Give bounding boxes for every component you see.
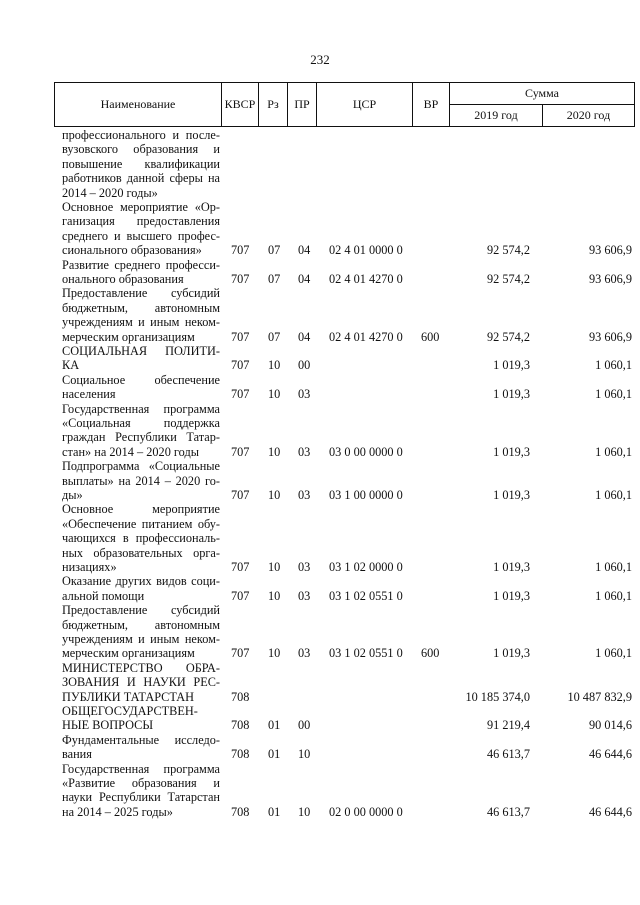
row-name-line: низациях» <box>62 559 117 574</box>
row-name-line: бюджетным, автономным <box>62 300 220 315</box>
row-name-line: КА <box>62 358 80 373</box>
cell-pr: 10 <box>298 804 311 819</box>
cell-rz: 01 <box>268 804 281 819</box>
cell-rz: 07 <box>268 329 281 344</box>
cell-kvsr: 707 <box>231 588 250 603</box>
cell-sum-2019: 10 185 374,0 <box>465 689 530 704</box>
row-name-line: вузовского образования и <box>62 142 220 157</box>
cell-pr: 03 <box>298 588 311 603</box>
cell-rz: 07 <box>268 243 281 258</box>
cell-sum-2020: 1 060,1 <box>595 646 632 661</box>
cell-sum-2019: 1 019,3 <box>493 358 530 373</box>
row-name <box>62 704 220 733</box>
cell-pr: 04 <box>298 329 311 344</box>
row-name-line: Подпрограмма «Социальные <box>62 459 220 474</box>
cell-sum-2020: 1 060,1 <box>595 560 632 574</box>
cell-pr: 03 <box>298 387 311 402</box>
cell-csr: 03 1 02 0551 0 <box>329 646 403 661</box>
cell-sum-2020: 1 060,1 <box>595 488 632 502</box>
header-pr: ПР <box>287 82 317 127</box>
row-name-line: Государственная программа <box>62 401 220 416</box>
cell-vr: 600 <box>421 646 440 661</box>
cell-sum-2019: 1 019,3 <box>493 560 530 574</box>
cell-rz: 10 <box>268 387 281 402</box>
cell-pr: 03 <box>298 444 311 459</box>
row-name-line: ганизация предоставления <box>62 214 220 229</box>
cell-sum-2020: 93 606,9 <box>588 329 632 344</box>
cell-kvsr: 707 <box>231 387 250 402</box>
cell-csr: 02 0 00 0000 0 <box>329 804 403 819</box>
row-name-line: МИНИСТЕРСТВО ОБРА- <box>62 660 220 675</box>
row-name-line: ПУБЛИКИ ТАТАРСТАН <box>62 689 195 704</box>
row-name <box>62 402 220 460</box>
cell-rz: 07 <box>268 272 281 286</box>
row-name-line: ных образовательных орга- <box>62 545 220 560</box>
cell-kvsr: 708 <box>231 747 250 762</box>
row-name-line: Основное мероприятие <box>62 502 220 517</box>
cell-csr: 02 4 01 4270 0 <box>329 329 403 344</box>
row-name <box>62 661 220 704</box>
header-sum: Сумма <box>449 82 635 105</box>
cell-vr: 600 <box>421 329 440 344</box>
row-name-line: Предоставление субсидий <box>62 603 220 618</box>
row-name-line: вания <box>62 747 92 762</box>
cell-kvsr: 707 <box>231 329 250 344</box>
cell-kvsr: 707 <box>231 560 250 574</box>
cell-sum-2019: 91 219,4 <box>486 718 530 733</box>
cell-pr: 00 <box>298 358 311 373</box>
cell-pr: 03 <box>298 646 311 661</box>
cell-kvsr: 708 <box>231 718 250 733</box>
row-name-line: Оказание других видов соци- <box>62 574 220 589</box>
cell-sum-2020: 1 060,1 <box>595 358 632 373</box>
cell-sum-2020: 93 606,9 <box>588 272 632 286</box>
header-rz: Рз <box>258 82 288 127</box>
cell-csr: 03 0 00 0000 0 <box>329 444 403 459</box>
cell-csr: 03 1 00 0000 0 <box>329 488 403 502</box>
cell-sum-2019: 1 019,3 <box>493 646 530 661</box>
cell-rz: 10 <box>268 488 281 502</box>
cell-rz: 10 <box>268 358 281 373</box>
row-name-line: граждан Республики Татар- <box>62 430 220 445</box>
cell-kvsr: 707 <box>231 646 250 661</box>
cell-sum-2020: 1 060,1 <box>595 444 632 459</box>
row-name <box>62 128 220 200</box>
cell-sum-2019: 1 019,3 <box>493 488 530 502</box>
row-name-line: бюджетным, автономным <box>62 617 220 632</box>
cell-sum-2020: 10 487 832,9 <box>567 689 632 704</box>
header-2020: 2020 год <box>542 104 635 127</box>
cell-sum-2019: 46 613,7 <box>486 804 530 819</box>
row-name-line: онального образования <box>62 271 184 286</box>
row-name-line: СОЦИАЛЬНАЯ ПОЛИТИ- <box>62 344 220 358</box>
row-name-line: работников данной сферы на <box>62 171 220 186</box>
row-name-line: мерческим организациям <box>62 646 195 661</box>
row-name-line: повышение квалификации <box>62 156 220 171</box>
page-number: 232 <box>310 52 330 67</box>
header-2019: 2019 год <box>449 104 543 127</box>
cell-kvsr: 707 <box>231 243 250 258</box>
cell-kvsr: 708 <box>231 689 250 704</box>
cell-kvsr: 707 <box>231 444 250 459</box>
row-name-line: на 2014 – 2025 годы» <box>62 804 173 819</box>
cell-sum-2019: 1 019,3 <box>493 387 530 402</box>
cell-kvsr: 707 <box>231 358 250 373</box>
row-name <box>62 200 220 258</box>
row-name-line: ОБЩЕГОСУДАРСТВЕН- <box>62 704 198 718</box>
cell-sum-2019: 46 613,7 <box>486 747 530 762</box>
row-name <box>62 603 220 661</box>
cell-sum-2019: 92 574,2 <box>486 272 530 286</box>
row-name <box>62 574 220 603</box>
cell-pr: 03 <box>298 488 311 502</box>
row-name-line: ЗОВАНИЯ И НАУКИ РЕС- <box>62 675 220 690</box>
header-kvsr: КВСР <box>221 82 259 127</box>
row-name-line: чающихся в профессиональ- <box>62 531 220 546</box>
row-name <box>62 459 220 502</box>
row-name <box>62 762 220 820</box>
row-name-line: «Обеспечение питанием обу- <box>62 516 220 531</box>
cell-sum-2020: 1 060,1 <box>595 387 632 402</box>
row-name-line: сионального образования» <box>62 243 202 258</box>
cell-csr: 02 4 01 0000 0 <box>329 243 403 258</box>
cell-rz: 01 <box>268 747 281 762</box>
row-name-line: учреждениям и иным неком- <box>62 315 220 330</box>
row-name-line: ды» <box>62 487 83 502</box>
cell-sum-2020: 1 060,1 <box>595 588 632 603</box>
row-name-line: стан» на 2014 – 2020 годы <box>62 444 199 459</box>
cell-sum-2020: 90 014,6 <box>588 718 632 733</box>
cell-rz: 10 <box>268 646 281 661</box>
cell-sum-2019: 1 019,3 <box>493 444 530 459</box>
row-name-line: «Социальная поддержка <box>62 415 220 430</box>
cell-pr: 04 <box>298 243 311 258</box>
row-name-line: Основное мероприятие «Ор- <box>62 200 220 214</box>
header-csr: ЦСР <box>316 82 413 127</box>
cell-kvsr: 707 <box>231 488 250 502</box>
cell-kvsr: 707 <box>231 272 250 286</box>
row-name-line: Государственная программа <box>62 761 220 776</box>
cell-rz: 01 <box>268 718 281 733</box>
cell-sum-2020: 46 644,6 <box>588 747 632 762</box>
row-name-line: населения <box>62 387 116 402</box>
row-name-line: 2014 – 2020 годы» <box>62 185 158 200</box>
cell-rz: 10 <box>268 588 281 603</box>
header-vr: ВР <box>412 82 450 127</box>
cell-pr: 03 <box>298 560 311 574</box>
row-name-line: мерческим организациям <box>62 329 195 344</box>
cell-pr: 10 <box>298 747 311 762</box>
cell-rz: 10 <box>268 560 281 574</box>
cell-sum-2020: 93 606,9 <box>588 243 632 258</box>
row-name <box>62 258 220 287</box>
row-name-line: Фундаментальные исследо- <box>62 732 220 747</box>
row-name <box>62 733 220 762</box>
header-name: Наименование <box>54 82 222 127</box>
cell-pr: 00 <box>298 718 311 733</box>
row-name-line: Социальное обеспечение <box>62 372 220 387</box>
row-name-line: Предоставление субсидий <box>62 286 220 301</box>
cell-sum-2019: 92 574,2 <box>486 243 530 258</box>
cell-csr: 03 1 02 0551 0 <box>329 588 403 603</box>
row-name <box>62 344 220 373</box>
row-name-line: «Развитие образования и <box>62 775 220 790</box>
row-name-line: альной помощи <box>62 588 145 603</box>
row-name-line: учреждениям и иным неком- <box>62 631 220 646</box>
row-name-line: науки Республики Татарстан <box>62 790 220 805</box>
row-name-line: Развитие среднего професси- <box>62 257 220 272</box>
cell-rz: 10 <box>268 444 281 459</box>
cell-csr: 02 4 01 4270 0 <box>329 272 403 286</box>
cell-sum-2019: 92 574,2 <box>486 329 530 344</box>
row-name <box>62 286 220 344</box>
row-name-line: среднего и высшего профес- <box>62 228 220 243</box>
row-name-line: выплаты» на 2014 – 2020 го- <box>62 473 220 488</box>
row-name-line: профессионального и после- <box>62 128 220 142</box>
cell-kvsr: 708 <box>231 804 250 819</box>
cell-pr: 04 <box>298 272 311 286</box>
row-name <box>62 373 220 402</box>
row-name <box>62 502 220 574</box>
row-name-line: НЫЕ ВОПРОСЫ <box>62 718 154 733</box>
cell-sum-2020: 46 644,6 <box>588 804 632 819</box>
cell-csr: 03 1 02 0000 0 <box>329 560 403 574</box>
cell-sum-2019: 1 019,3 <box>493 588 530 603</box>
